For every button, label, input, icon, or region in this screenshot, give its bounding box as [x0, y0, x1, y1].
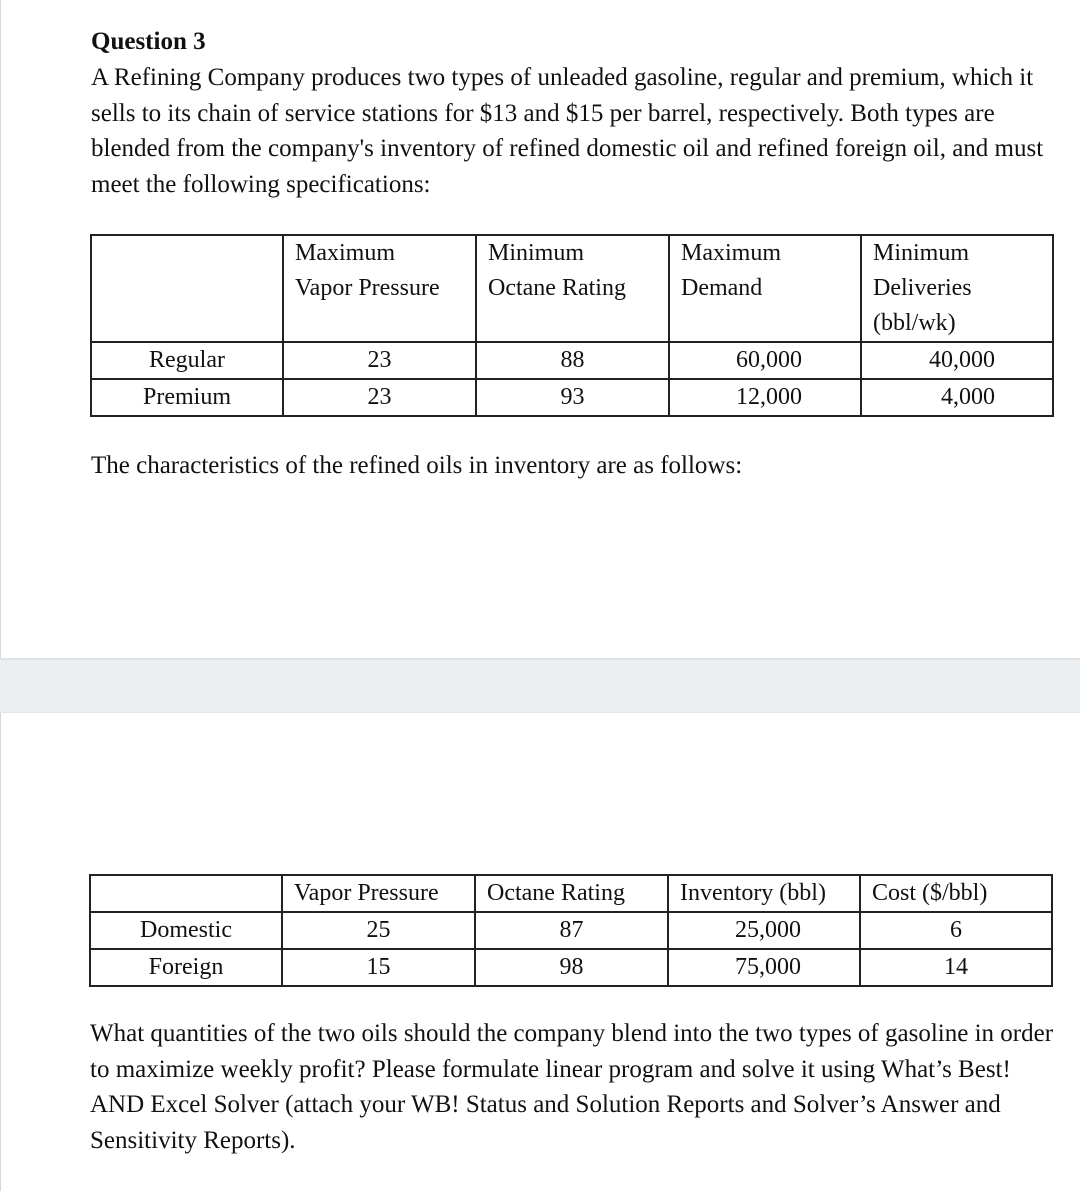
vapor-value: 23: [283, 342, 476, 379]
spec-header-row: [91, 235, 1053, 342]
question-title: Question 3: [91, 28, 206, 55]
demand-value: 12,000: [669, 379, 861, 416]
table-row: [90, 912, 1052, 949]
cost-value: 6: [860, 912, 1052, 949]
oil-header-vapor: Vapor Pressure: [282, 875, 475, 912]
inventory-value: 75,000: [668, 949, 860, 986]
vapor-value: 25: [282, 912, 475, 949]
deliveries-value: 4,000: [861, 379, 1053, 416]
spec-header-deliveries: Minimum Deliveries (bbl/wk): [861, 235, 1053, 342]
spec-header-demand: Maximum Demand: [669, 235, 861, 342]
deliveries-value: 40,000: [861, 342, 1053, 379]
oil-header-inventory: Inventory (bbl): [668, 875, 860, 912]
oil-header-cost: Cost ($/bbl): [860, 875, 1052, 912]
row-label: Regular: [91, 342, 283, 379]
spec-header-vapor: Maximum Vapor Pressure: [283, 235, 476, 342]
vapor-value: 23: [283, 379, 476, 416]
closing-question: What quantities of the two oils should the company blend into the two types of gasoline in order to maximize weekly profit? Please formulate linear program and solve it using What’s Best! AND Excel Solver (attach your WB! Status and Solution Reports and Solver’s Answer and Sensitivity Reports).: [90, 1020, 1054, 1154]
characteristics-intro: The characteristics of the refined oils in inventory are as follows:: [91, 452, 743, 479]
spec-header-octane: Minimum Octane Rating: [476, 235, 669, 342]
page-break: [0, 658, 1080, 713]
row-label: Domestic: [90, 912, 282, 949]
octane-value: 87: [475, 912, 668, 949]
problem-intro: A Refining Company produces two types of unleaded gasoline, regular and premium, which it sells to its chain of service stations for $13 and $15 per barrel, respectively. Both types are blended from the company's inventory of refined domestic oil and refined foreign oil, and must meet the following specifications:: [91, 64, 1044, 198]
row-label: Foreign: [90, 949, 282, 986]
table-row: [90, 949, 1052, 986]
spec-header-empty: [91, 235, 283, 342]
gasoline-specifications-table: [90, 234, 1054, 417]
row-label: Premium: [91, 379, 283, 416]
demand-value: 60,000: [669, 342, 861, 379]
octane-value: 98: [475, 949, 668, 986]
inventory-value: 25,000: [668, 912, 860, 949]
oil-header-row: [90, 875, 1052, 912]
octane-value: 93: [476, 379, 669, 416]
table-row: [91, 342, 1053, 379]
oil-header-octane: Octane Rating: [475, 875, 668, 912]
table-row: [91, 379, 1053, 416]
octane-value: 88: [476, 342, 669, 379]
vapor-value: 15: [282, 949, 475, 986]
cost-value: 14: [860, 949, 1052, 986]
oil-header-empty: [90, 875, 282, 912]
oil-characteristics-table: [89, 874, 1053, 987]
